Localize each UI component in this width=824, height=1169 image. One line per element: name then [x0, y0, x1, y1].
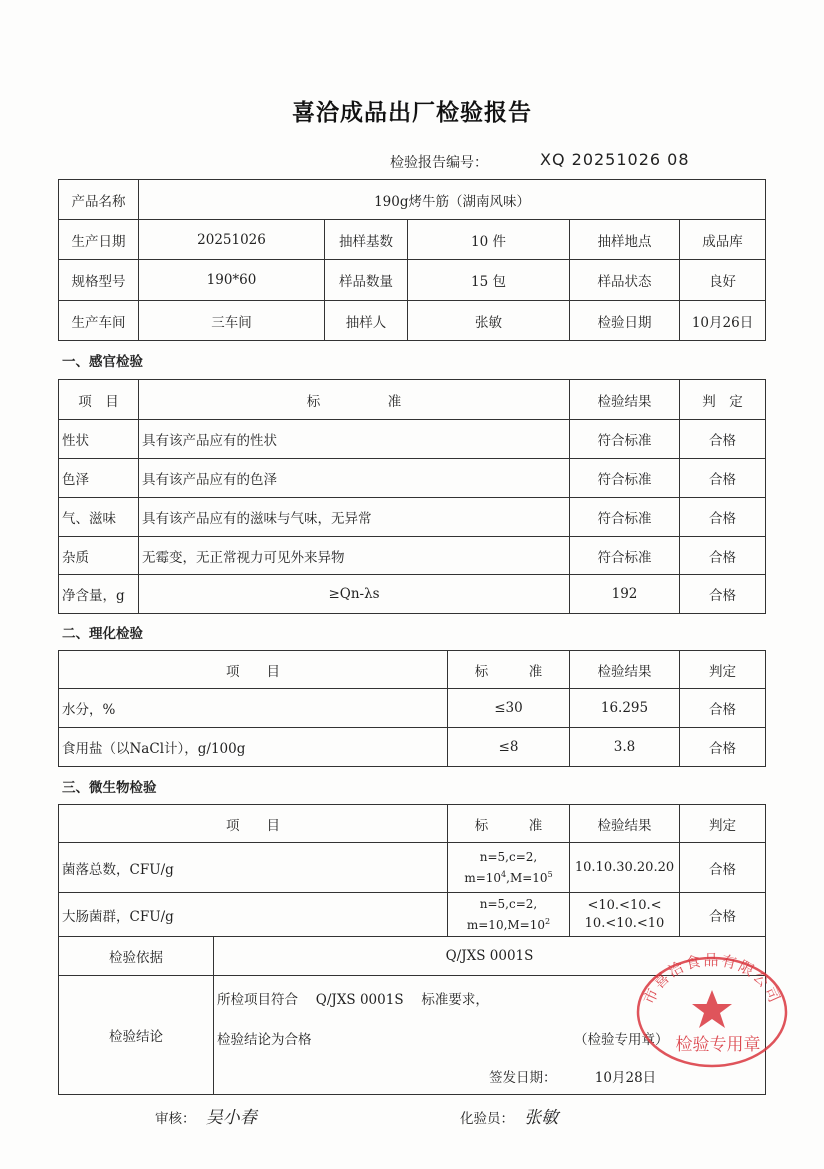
- physchem-header-judge: 判定: [680, 651, 766, 689]
- sample-place-label: 抽样地点: [570, 220, 680, 260]
- issue-date-value: 10月28日: [594, 1070, 657, 1086]
- sensory-result: 符合标准: [570, 498, 680, 537]
- micro-header-result: 检验结果: [570, 805, 680, 843]
- micro-item: 大肠菌群，CFU/g: [59, 893, 448, 937]
- tester-name: 张敏: [524, 1108, 559, 1128]
- prod-date-label: 生产日期: [59, 220, 139, 260]
- sensory-standard: 无霉变，无正常视力可见外来异物: [139, 537, 570, 575]
- micro-standard: [448, 893, 570, 937]
- report-title: 喜洽成品出厂检验报告: [292, 100, 532, 126]
- sensory-standard: 具有该产品应有的滋味与气味，无异常: [139, 498, 570, 537]
- physchem-judge: 合格: [680, 728, 766, 767]
- sensory-heading: 一、感官检验: [62, 354, 143, 370]
- reviewer-signature: [155, 1103, 257, 1128]
- table-row: [59, 459, 766, 498]
- report-number-value: XQ 20251026 08: [540, 150, 690, 169]
- physchem-item: 食用盐（以NaCl计），g/100g: [59, 728, 448, 767]
- micro-standard-exp-a: 2: [545, 916, 551, 926]
- sample-state-label: 样品状态: [570, 260, 680, 301]
- micro-standard-line2a: m=10: [464, 870, 502, 885]
- stamp-ring-text: 市喜洽食品有限公司: [639, 951, 785, 1007]
- micro-result-line1: <10.<10.<: [587, 897, 662, 913]
- micro-table: [58, 804, 766, 937]
- sensory-item: 气、滋味: [59, 498, 139, 537]
- sampler: 张敏: [408, 301, 570, 341]
- table-row: [59, 420, 766, 459]
- tester-signature: [460, 1103, 558, 1128]
- seal-note: （检验专用章）: [574, 1032, 669, 1048]
- sampler-label: 抽样人: [325, 301, 408, 341]
- micro-standard-line1: n=5,c=2,: [479, 849, 538, 864]
- micro-result: [570, 893, 680, 937]
- workshop-label: 生产车间: [59, 301, 139, 341]
- reviewer-label: 审核：: [155, 1111, 196, 1127]
- sample-qty: 15 包: [408, 260, 570, 301]
- sample-base-label: 抽样基数: [325, 220, 408, 260]
- conclusion-line2: 检验结论为合格: [217, 1032, 312, 1048]
- conclusion-label: 检验结论: [59, 976, 214, 1095]
- micro-result-line2: 10.<10.<10: [584, 915, 665, 931]
- report-number: [390, 150, 690, 172]
- table-row: [59, 893, 766, 937]
- physchem-table: [58, 650, 766, 767]
- micro-judge: 合格: [680, 843, 766, 893]
- sensory-standard: 具有该产品应有的性状: [139, 420, 570, 459]
- micro-standard: [448, 843, 570, 893]
- sensory-header-standard: 标 准: [139, 380, 570, 420]
- sample-qty-label: 样品数量: [325, 260, 408, 301]
- sensory-header-result: 检验结果: [570, 380, 680, 420]
- micro-standard-line1: n=5,c=2,: [479, 896, 538, 911]
- table-row: [59, 843, 766, 893]
- table-row: [59, 728, 766, 767]
- physchem-result: 16.295: [570, 689, 680, 728]
- physchem-standard: ≤30: [448, 689, 570, 728]
- physchem-judge: 合格: [680, 689, 766, 728]
- spec-label: 规格型号: [59, 260, 139, 301]
- sensory-item: 性状: [59, 420, 139, 459]
- issue-date: [489, 1066, 656, 1086]
- conclusion-line1: 所检项目符合 Q/JXS 0001S 标准要求，: [217, 992, 489, 1008]
- sample-state: 良好: [680, 260, 766, 301]
- sensory-header-item: 项 目: [59, 380, 139, 420]
- table-row: [59, 537, 766, 575]
- micro-standard-line2b: ,M=10: [506, 870, 548, 885]
- stamp-center-text: 检验专用章: [675, 1035, 761, 1055]
- physchem-header-item: 项 目: [59, 651, 448, 689]
- micro-header-item: 项 目: [59, 805, 448, 843]
- physchem-item: 水分，%: [59, 689, 448, 728]
- physchem-header-result: 检验结果: [570, 651, 680, 689]
- inspection-stamp: [632, 950, 792, 1068]
- micro-standard-line2a: m=10,M=10: [466, 917, 546, 932]
- product-info-table: [58, 179, 766, 341]
- sensory-judge: 合格: [680, 575, 766, 614]
- physchem-heading: 二、理化检验: [62, 626, 143, 642]
- issue-date-label: 签发日期：: [489, 1070, 557, 1086]
- micro-heading: 三、微生物检验: [62, 780, 157, 796]
- sample-place: 成品库: [680, 220, 766, 260]
- inspect-date-label: 检验日期: [570, 301, 680, 341]
- sensory-judge: 合格: [680, 537, 766, 575]
- physchem-result: 3.8: [570, 728, 680, 767]
- micro-header-judge: 判定: [680, 805, 766, 843]
- table-row: [59, 689, 766, 728]
- sensory-item: 杂质: [59, 537, 139, 575]
- sample-base: 10 件: [408, 220, 570, 260]
- stamp-star-icon: [692, 990, 732, 1028]
- prod-date: 20251026: [139, 220, 325, 260]
- sensory-result: 符合标准: [570, 420, 680, 459]
- sensory-judge: 合格: [680, 498, 766, 537]
- table-row: [59, 575, 766, 614]
- physchem-header-standard: 标 准: [448, 651, 570, 689]
- micro-judge: 合格: [680, 893, 766, 937]
- spec: 190*60: [139, 260, 325, 301]
- sensory-judge: 合格: [680, 420, 766, 459]
- micro-standard-exp-b: 5: [547, 869, 553, 879]
- sensory-item: 色泽: [59, 459, 139, 498]
- sensory-standard: ≥Qn-λs: [139, 575, 570, 614]
- sensory-judge: 合格: [680, 459, 766, 498]
- micro-header-standard: 标 准: [448, 805, 570, 843]
- sensory-result: 符合标准: [570, 537, 680, 575]
- sensory-table: [58, 379, 766, 614]
- product-name: 190g烤牛筋（湖南风味）: [139, 180, 766, 220]
- workshop: 三车间: [139, 301, 325, 341]
- reviewer-name: 吴小春: [205, 1108, 257, 1128]
- micro-result: 10.10.30.20.20: [570, 843, 680, 893]
- tester-label: 化验员：: [460, 1111, 514, 1127]
- inspect-date: 10月26日: [680, 301, 766, 341]
- sensory-standard: 具有该产品应有的色泽: [139, 459, 570, 498]
- basis-label: 检验依据: [59, 937, 214, 976]
- physchem-standard: ≤8: [448, 728, 570, 767]
- sensory-item: 净含量，g: [59, 575, 139, 614]
- report-number-label: 检验报告编号：: [390, 155, 488, 171]
- sensory-header-judge: 判 定: [680, 380, 766, 420]
- sensory-result: 符合标准: [570, 459, 680, 498]
- micro-standard-exp-a: 4: [501, 869, 507, 879]
- table-row: [59, 498, 766, 537]
- sensory-result: 192: [570, 575, 680, 614]
- micro-item: 菌落总数，CFU/g: [59, 843, 448, 893]
- basis-value: Q/JXS 0001S: [214, 937, 766, 976]
- product-name-label: 产品名称: [59, 180, 139, 220]
